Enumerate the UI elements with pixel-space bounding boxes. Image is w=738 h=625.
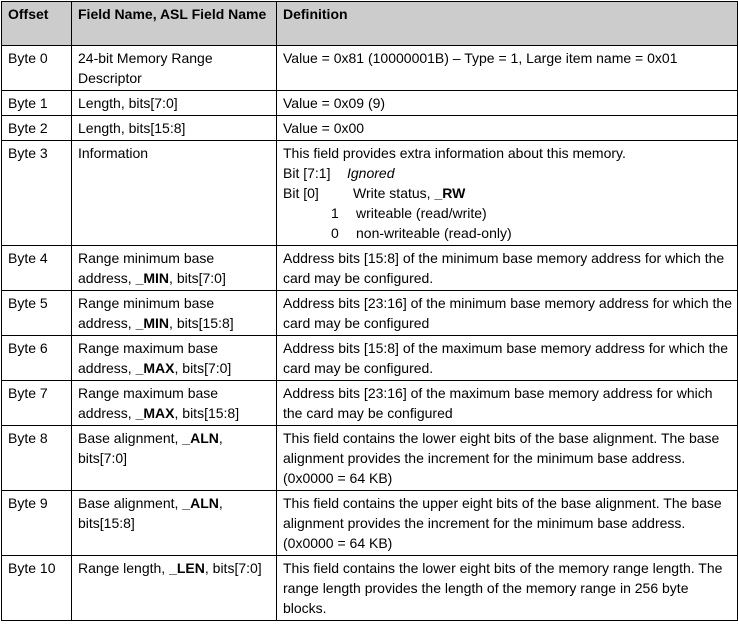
field-cell	[72, 246, 277, 291]
table-row	[2, 426, 738, 491]
field-text: Range minimum base address,	[78, 295, 215, 331]
field-cell	[72, 336, 277, 381]
table-row	[2, 91, 738, 116]
asl-name: _ALN	[182, 430, 219, 446]
field-bits: , bits[7:0]	[169, 270, 226, 286]
definition-cell: This field contains the lower eight bits of the memory range length. The range length provides the length of the memory range in 256 byte blocks.	[277, 556, 738, 621]
field-text: Base alignment,	[78, 495, 179, 511]
table-row	[2, 336, 738, 381]
asl-name: _MIN	[135, 315, 170, 331]
bit-0-label: Bit [0]	[283, 185, 319, 201]
field-bits: , bits[7:0]	[204, 560, 262, 576]
table-row	[2, 556, 738, 621]
definition-cell	[277, 141, 738, 246]
field-text: Base alignment,	[78, 430, 179, 446]
field-bits: , bits[15:8]	[78, 495, 223, 531]
header-offset: Offset	[2, 2, 72, 46]
asl-name: _MIN	[135, 270, 170, 286]
option-text: writeable (read/write)	[356, 205, 487, 221]
field-cell	[72, 556, 277, 621]
offset-cell: Byte 4	[2, 246, 72, 291]
field-text: Range length,	[78, 560, 166, 576]
offset-cell: Byte 5	[2, 291, 72, 336]
bit-7-1-line	[283, 163, 732, 183]
definition-cell: This field contains the lower eight bits of the base alignment. The base alignment provides the increment for the minimum base address. (0x0000 = 64 KB)	[277, 426, 738, 491]
field-cell: Information	[72, 141, 277, 246]
field-bits: , bits[15:8]	[169, 315, 234, 331]
offset-cell: Byte 7	[2, 381, 72, 426]
bit-0-text: Write status,	[353, 185, 431, 201]
field-text: Range maximum base address,	[78, 340, 219, 376]
offset-cell: Byte 9	[2, 491, 72, 556]
field-text: Range maximum base address,	[78, 385, 219, 421]
asl-name: _ALN	[182, 495, 219, 511]
field-cell: 24-bit Memory Range Descriptor	[72, 46, 277, 91]
offset-cell: Byte 0	[2, 46, 72, 91]
option-non-writeable	[283, 223, 732, 243]
bit-7-1-label: Bit [7:1]	[283, 165, 331, 181]
definition-cell: Value = 0x00	[277, 116, 738, 141]
definition-cell: Value = 0x81 (10000001B) – Type = 1, Large item name = 0x01	[277, 46, 738, 91]
table-row	[2, 116, 738, 141]
information-intro: This field provides extra information about this memory.	[283, 145, 626, 161]
definition-cell: Value = 0x09 (9)	[277, 91, 738, 116]
offset-cell: Byte 3	[2, 141, 72, 246]
field-bits: , bits[15:8]	[174, 405, 240, 421]
definition-cell: Address bits [23:16] of the minimum base memory address for which the card may be configured	[277, 291, 738, 336]
field-bits: , bits[7:0]	[174, 360, 232, 376]
field-cell	[72, 381, 277, 426]
field-cell: Length, bits[7:0]	[72, 91, 277, 116]
offset-cell: Byte 10	[2, 556, 72, 621]
field-cell	[72, 426, 277, 491]
table-row	[2, 246, 738, 291]
offset-cell: Byte 6	[2, 336, 72, 381]
asl-name: _MAX	[135, 405, 175, 421]
table-row	[2, 141, 738, 246]
asl-name: _LEN	[169, 560, 205, 576]
bit-0-asl-name: _RW	[434, 185, 466, 201]
option-code: 1	[331, 205, 339, 221]
option-text: non-writeable (read-only)	[356, 225, 512, 241]
bit-7-1-value: Ignored	[347, 165, 395, 181]
offset-cell: Byte 1	[2, 91, 72, 116]
table-row	[2, 46, 738, 91]
definition-cell: This field contains the upper eight bits of the base alignment. The base alignment provides the increment for the minimum base address. (0x0000 = 64 KB)	[277, 491, 738, 556]
asl-name: _MAX	[135, 360, 175, 376]
option-writeable	[283, 203, 732, 223]
definition-cell: Address bits [15:8] of the maximum base memory address for which the card may be configured.	[277, 336, 738, 381]
header-definition: Definition	[277, 2, 738, 46]
field-cell	[72, 291, 277, 336]
bit-0-line	[283, 183, 732, 203]
table-row	[2, 491, 738, 556]
header-field-name: Field Name, ASL Field Name	[72, 2, 277, 46]
offset-cell: Byte 8	[2, 426, 72, 491]
table-row	[2, 291, 738, 336]
field-text: Range minimum base address,	[78, 250, 215, 286]
memory-range-descriptor-table	[1, 1, 738, 621]
field-bits: , bits[7:0]	[78, 430, 223, 466]
offset-cell: Byte 2	[2, 116, 72, 141]
definition-cell: Address bits [15:8] of the minimum base memory address for which the card may be configured.	[277, 246, 738, 291]
option-code: 0	[331, 225, 339, 241]
definition-cell: Address bits [23:16] of the maximum base memory address for which the card may be configured	[277, 381, 738, 426]
table-row	[2, 381, 738, 426]
field-cell: Length, bits[15:8]	[72, 116, 277, 141]
header-row	[2, 2, 738, 46]
field-cell	[72, 491, 277, 556]
